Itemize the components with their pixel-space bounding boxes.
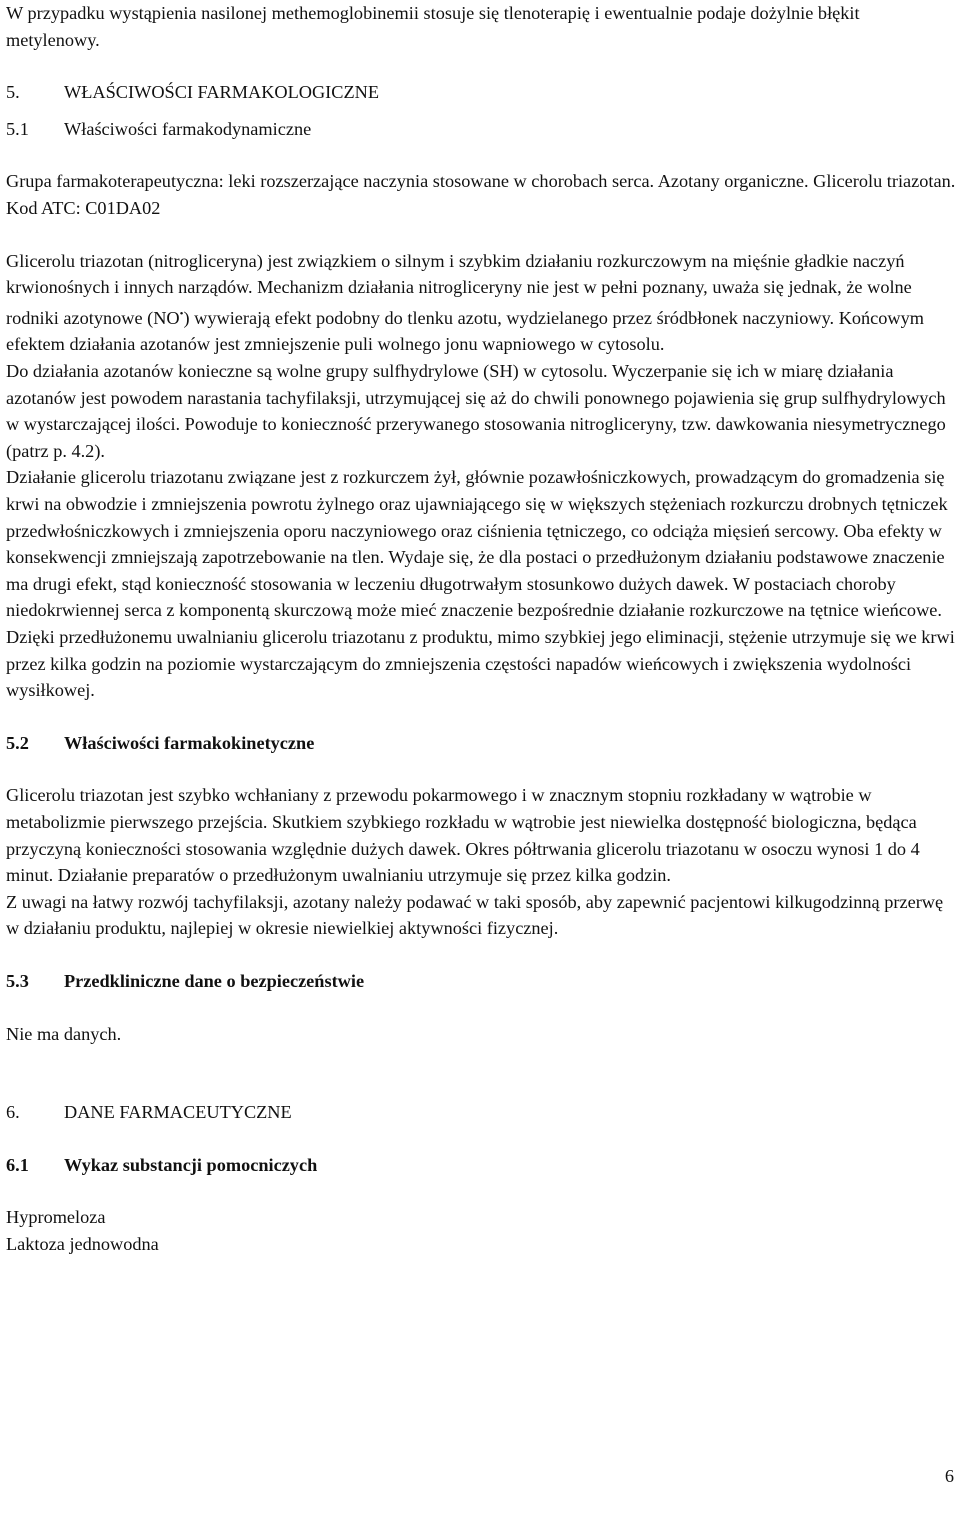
section-number: 5.3 — [6, 970, 29, 991]
section-number: 6. — [6, 1102, 20, 1123]
section-title: Właściwości farmakodynamiczne — [64, 118, 312, 139]
section-number: 5.1 — [6, 118, 29, 139]
intro-paragraph: W przypadku wystąpienia nasilonej methemoglobinemii stosuje się tlenoterapię i ewentualnie podaje dożylnie błękit metylenowy. — [6, 3, 860, 50]
pharmacodynamics-paragraph — [6, 248, 956, 358]
text-run: Glicerolu triazotan (nitrogliceryna) jest związkiem o silnym i szybkim działaniu rozkurczowym na mięśnie gładkie naczyń krwionośnych i innych narządów. Mechanizm działania nitrogliceryny nie jest w pełni poznany, uważa się jednak, że wolne rodniki azotynowe (NO — [6, 250, 912, 328]
section-title: DANE FARMACEUTYCZNE — [64, 1102, 292, 1123]
section-6-heading — [6, 1099, 956, 1126]
section-5-2-heading — [6, 730, 956, 757]
pharmacotherapeutic-group: Grupa farmakoterapeutyczna: leki rozszerzające naczynia stosowane w chorobach serca. Azotany organiczne. Glicerolu triazotan. — [6, 171, 956, 192]
document-page — [6, 0, 956, 1257]
atc-code: Kod ATC: C01DA02 — [6, 197, 161, 218]
pharmacokinetics-paragraph: Glicerolu triazotan jest szybko wchłaniany z przewodu pokarmowego i w znacznym stopniu rozkładany w wątrobie w metabolizmie pierwszego przejścia. Skutkiem szybkiego rozkładu w wątrobie jest niewielka dostępność biologiczna, będąca przyczyną konieczności stosowania względnie dużych dawek. Okres półtrwania glicerolu triazotanu w osoczu wynosi 1 do 4 minut. Działanie preparatów o przedłużonym uwalnianiu utrzymuje się przez kilka godzin. — [6, 785, 920, 886]
radical-dot: • — [179, 307, 184, 320]
section-5-3-heading — [6, 968, 956, 995]
section-title: Wykaz substancji pomocniczych — [64, 1154, 318, 1175]
text-run: ) wywierają efekt podobny do tlenku azotu, wydzielanego przez śródbłonek naczyniowy. Końcowym efektem działania azotanów jest zmniejszenie puli wolnego jonu wapniowego w cytosolu. — [6, 307, 924, 355]
section-number: 6.1 — [6, 1154, 29, 1175]
section-5-heading — [6, 79, 956, 106]
venous-effect-paragraph: Działanie glicerolu triazotanu związane jest z rozkurczem żył, głównie pozawłośniczkowych, prowadzącym do gromadzenia się krwi na obwodzie i zmniejszenia powrotu żylnego oraz ujawniającego się w większych stężeniach rozkurczu drobnych tętniczek przedwłośniczkowych i zmniejszenia oporu naczyniowego oraz ciśnienia tętniczego, co odciąża mięsień sercowy. Oba efekty w konsekwencji zmniejszają zapotrzebowanie na tlen. Wydaje się, że dla postaci o przedłużonym działaniu podstawowe znaczenie ma drugi efekt, stąd konieczność stosowania w leczeniu długotrwałym stosunkowo dużych dawek. W postaciach choroby niedokrwiennej serca z komponentą skurczową może mieć znaczenie bezpośrednie działanie rozkurczowe na tętnice wieńcowe. — [6, 467, 948, 621]
sulfhydryl-paragraph: Do działania azotanów konieczne są wolne grupy sulfhydrylowe (SH) w cytosolu. Wyczerpanie się ich w miarę działania azotanów jest powodem narastania tachyfilaksji, utrzymującej się aż do chwili ponownego pojawienia się grup sulfhydrylowych w wystarczającej ilości. Powoduje to konieczność przerywanego stosowania nitrogliceryny, tzw. dawkowania niesymetrycznego (patrz p. 4.2). — [6, 361, 946, 461]
section-6-1-heading — [6, 1152, 956, 1179]
section-title: WŁAŚCIWOŚCI FARMAKOLOGICZNE — [64, 82, 380, 103]
section-5-1-heading — [6, 116, 956, 143]
section-number: 5.2 — [6, 732, 29, 753]
preclinical-paragraph: Nie ma danych. — [6, 1023, 122, 1044]
page-number: 6 — [944, 1466, 954, 1486]
excipient-item: Hypromeloza — [6, 1207, 106, 1228]
section-title: Właściwości farmakokinetyczne — [64, 732, 315, 753]
excipient-item: Laktoza jednowodna — [6, 1233, 159, 1254]
section-title: Przedkliniczne dane o bezpieczeństwie — [64, 970, 365, 991]
section-number: 5. — [6, 82, 20, 103]
prolonged-release-paragraph: Dzięki przedłużonemu uwalnianiu glicerolu triazotanu z produktu, mimo szybkiej jego eliminacji, stężenie utrzymuje się we krwi przez kilka godzin na poziomie wystarczającym do zmniejszenia częstości napadów wieńcowych i zwiększenia wydolności wysiłkowej. — [6, 626, 955, 701]
tachyphylaxis-paragraph: Z uwagi na łatwy rozwój tachyfilaksji, azotany należy podawać w taki sposób, aby zapewnić pacjentowi kilkugodzinną przerwę w działaniu produktu, najlepiej w okresie niewielkiej aktywności fizycznej. — [6, 891, 944, 939]
